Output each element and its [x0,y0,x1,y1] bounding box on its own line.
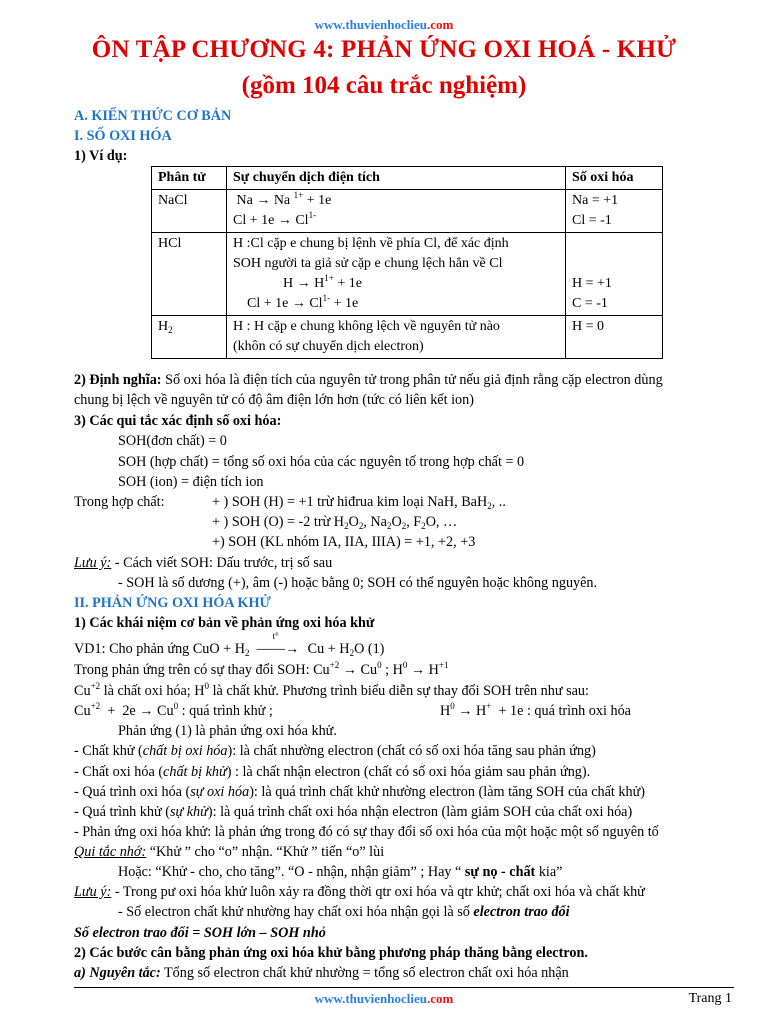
section-a-heading: A. KIẾN THỨC CƠ BẢN [74,108,232,124]
section-2-heading: II. PHẢN ỨNG OXI HÓA KHỬ [74,595,271,611]
definition-item: - Phản ứng oxi hóa khử: là phản ứng trong đó có sự thay đổi số oxi hóa của một hoặc một số nguyên tố [74,824,659,840]
note-line: Lưu ý: - Cách viết SOH: Dấu trước, trị số sau [74,555,333,571]
rule-line: SOH(đơn chất) = 0 [118,433,227,449]
definition-line: 2) Định nghĩa: Số oxi hóa là điện tích của nguyên tử trong phân tử nếu giả định rằng cặp electron dùng [74,372,663,388]
document-subtitle: (gồm 104 câu trắc nghiệm) [241,72,527,99]
table-row: $H_2$ H : H cặp e chung không lệch về nguyên tử nào (khôn có sự chuyển dịch electron) H = 0 [152,316,663,359]
example-heading: 1) Ví dụ: [74,148,128,164]
oxidation-change-line: Trong phản ứng trên có sự thay đổi SOH: $Cu^{+2} \to Cu^0$ ; $H^0 \to H^{+1}$ [74,660,449,678]
table-row: NaCl Na → Na $^{1+}$ + 1e $Cl + 1e \to Cl^{1-}$ Na = +1 Cl = -1 [152,190,663,233]
reaction-statement: Phản ứng (1) là phản ứng oxi hóa khử. [118,723,337,739]
table-header: Phân tử [152,167,227,190]
rule-line: SOH (hợp chất) = tổng số oxi hóa của các nguyên tố trong hợp chất = 0 [118,454,525,470]
concepts-heading: 1) Các khái niệm cơ bản về phản ứng oxi hóa khử [74,615,375,631]
rules-heading: 3) Các qui tắc xác định số oxi hóa: [74,413,282,429]
definition-item: - Chất khử (chất bị oxi hóa): là chất nhường electron (chất có số oxi hóa tăng sau phản ứng) [74,743,596,759]
site-footer-link[interactable]: www.thuvienhoclieu.com [314,991,454,1006]
definition-item: - Quá trình khử (sự khử): là quá trình chất oxi hóa nhận electron (làm giảm SOH của chất oxi hóa) [74,804,633,820]
oxidation-number-table [151,166,663,359]
rule-label: Trong hợp chất: [74,494,165,510]
footer-divider [74,987,734,988]
rule-line: + ) SOH (H) = +1 trừ hiđrua kim loại NaH, BaH$_2$, .. [212,494,506,511]
rule-line: + ) SOH (O) = -2 trừ $H_2O_2$, $Na_2O_2$, $F_2O$, … [212,514,458,531]
document-title: ÔN TẬP CHƯƠNG 4: PHẢN ỨNG OXI HOÁ - KHỬ [91,36,677,63]
reduction-process: $Cu^{+2} + 2e \to Cu^0$ : quá trình khử ; [74,701,273,719]
oxidation-process: $H^0 \to H^+ + 1e$ : quá trình oxi hóa [440,701,631,719]
definition-item: - Chất oxi hóa (chất bị khử) : là chất nhận electron (chất có số oxi hóa giảm sau phản ứng). [74,764,591,780]
principle-line: a) Nguyên tắc: Tổng số electron chất khử nhường = tổng số electron chất oxi hóa nhận [74,965,569,981]
agent-line: $Cu^{+2}$ là chất oxi hóa; $H^0$ là chất khử. Phương trình biểu diễn sự thay đổi SOH trên như sau: [74,681,589,699]
definition-line: chung bị lệch về nguyên tử có độ âm điện lớn hơn (tức có liên kết ion) [74,392,474,408]
rule-line: +) SOH (KL nhóm IA, IIA, IIIA) = +1, +2, +3 [212,534,476,550]
section-1-heading: I. SỐ OXI HÓA [74,128,172,144]
note-line: - Số electron chất khử nhường hay chất oxi hóa nhận gọi là số electron trao đổi [118,904,570,920]
example-reaction: VD1: Cho phản ứng CuO + $H_2$ ——→ t° $Cu + H_2O$ (1) [74,631,385,658]
table-header: Số oxi hóa [566,167,663,190]
site-header-link[interactable]: www.thuvienhoclieu.com [314,17,454,32]
exchange-formula: Số electron trao đổi = SOH lớn – SOH nhỏ [74,925,326,941]
definition-item: - Quá trình oxi hóa (sự oxi hóa): là quá trình chất khử nhường electron (làm tăng SOH của chất khử) [74,784,645,800]
table-row: HCl H :Cl cặp e chung bị lệnh về phía Cl, để xác định SOH người ta giả sử cặp e chung lệch hẳn về Cl $H \to H^{1+} + 1e$ $Cl + 1e \to Cl^{1-} + 1e$ H = +1 C = -1 [152,233,663,316]
page-number: Trang 1 [688,991,732,1006]
steps-heading: 2) Các bước cân bằng phản ứng oxi hóa khử bằng phương pháp thăng bằng electron. [74,945,588,961]
note-line: Lưu ý: - Trong pư oxi hóa khử luôn xảy ra đồng thời qtr oxi hóa và qtr khử; chất oxi hóa và chất khử [74,884,645,900]
note-line: - SOH là số dương (+), âm (-) hoặc bằng 0; SOH có thể nguyên hoặc không nguyên. [118,575,598,591]
table-header: Sự chuyển dịch điện tích [227,167,566,190]
mnemonic-line: Qui tắc nhớ: “Khử ” cho “o” nhận. “Khử ” tiến “o” lùi [74,844,385,860]
mnemonic-line: Hoặc: “Khử - cho, cho tăng”. “O - nhận, nhận giảm” ; Hay “ sự nọ - chất kia” [118,864,563,880]
rule-line: SOH (ion) = điện tích ion [118,474,264,490]
